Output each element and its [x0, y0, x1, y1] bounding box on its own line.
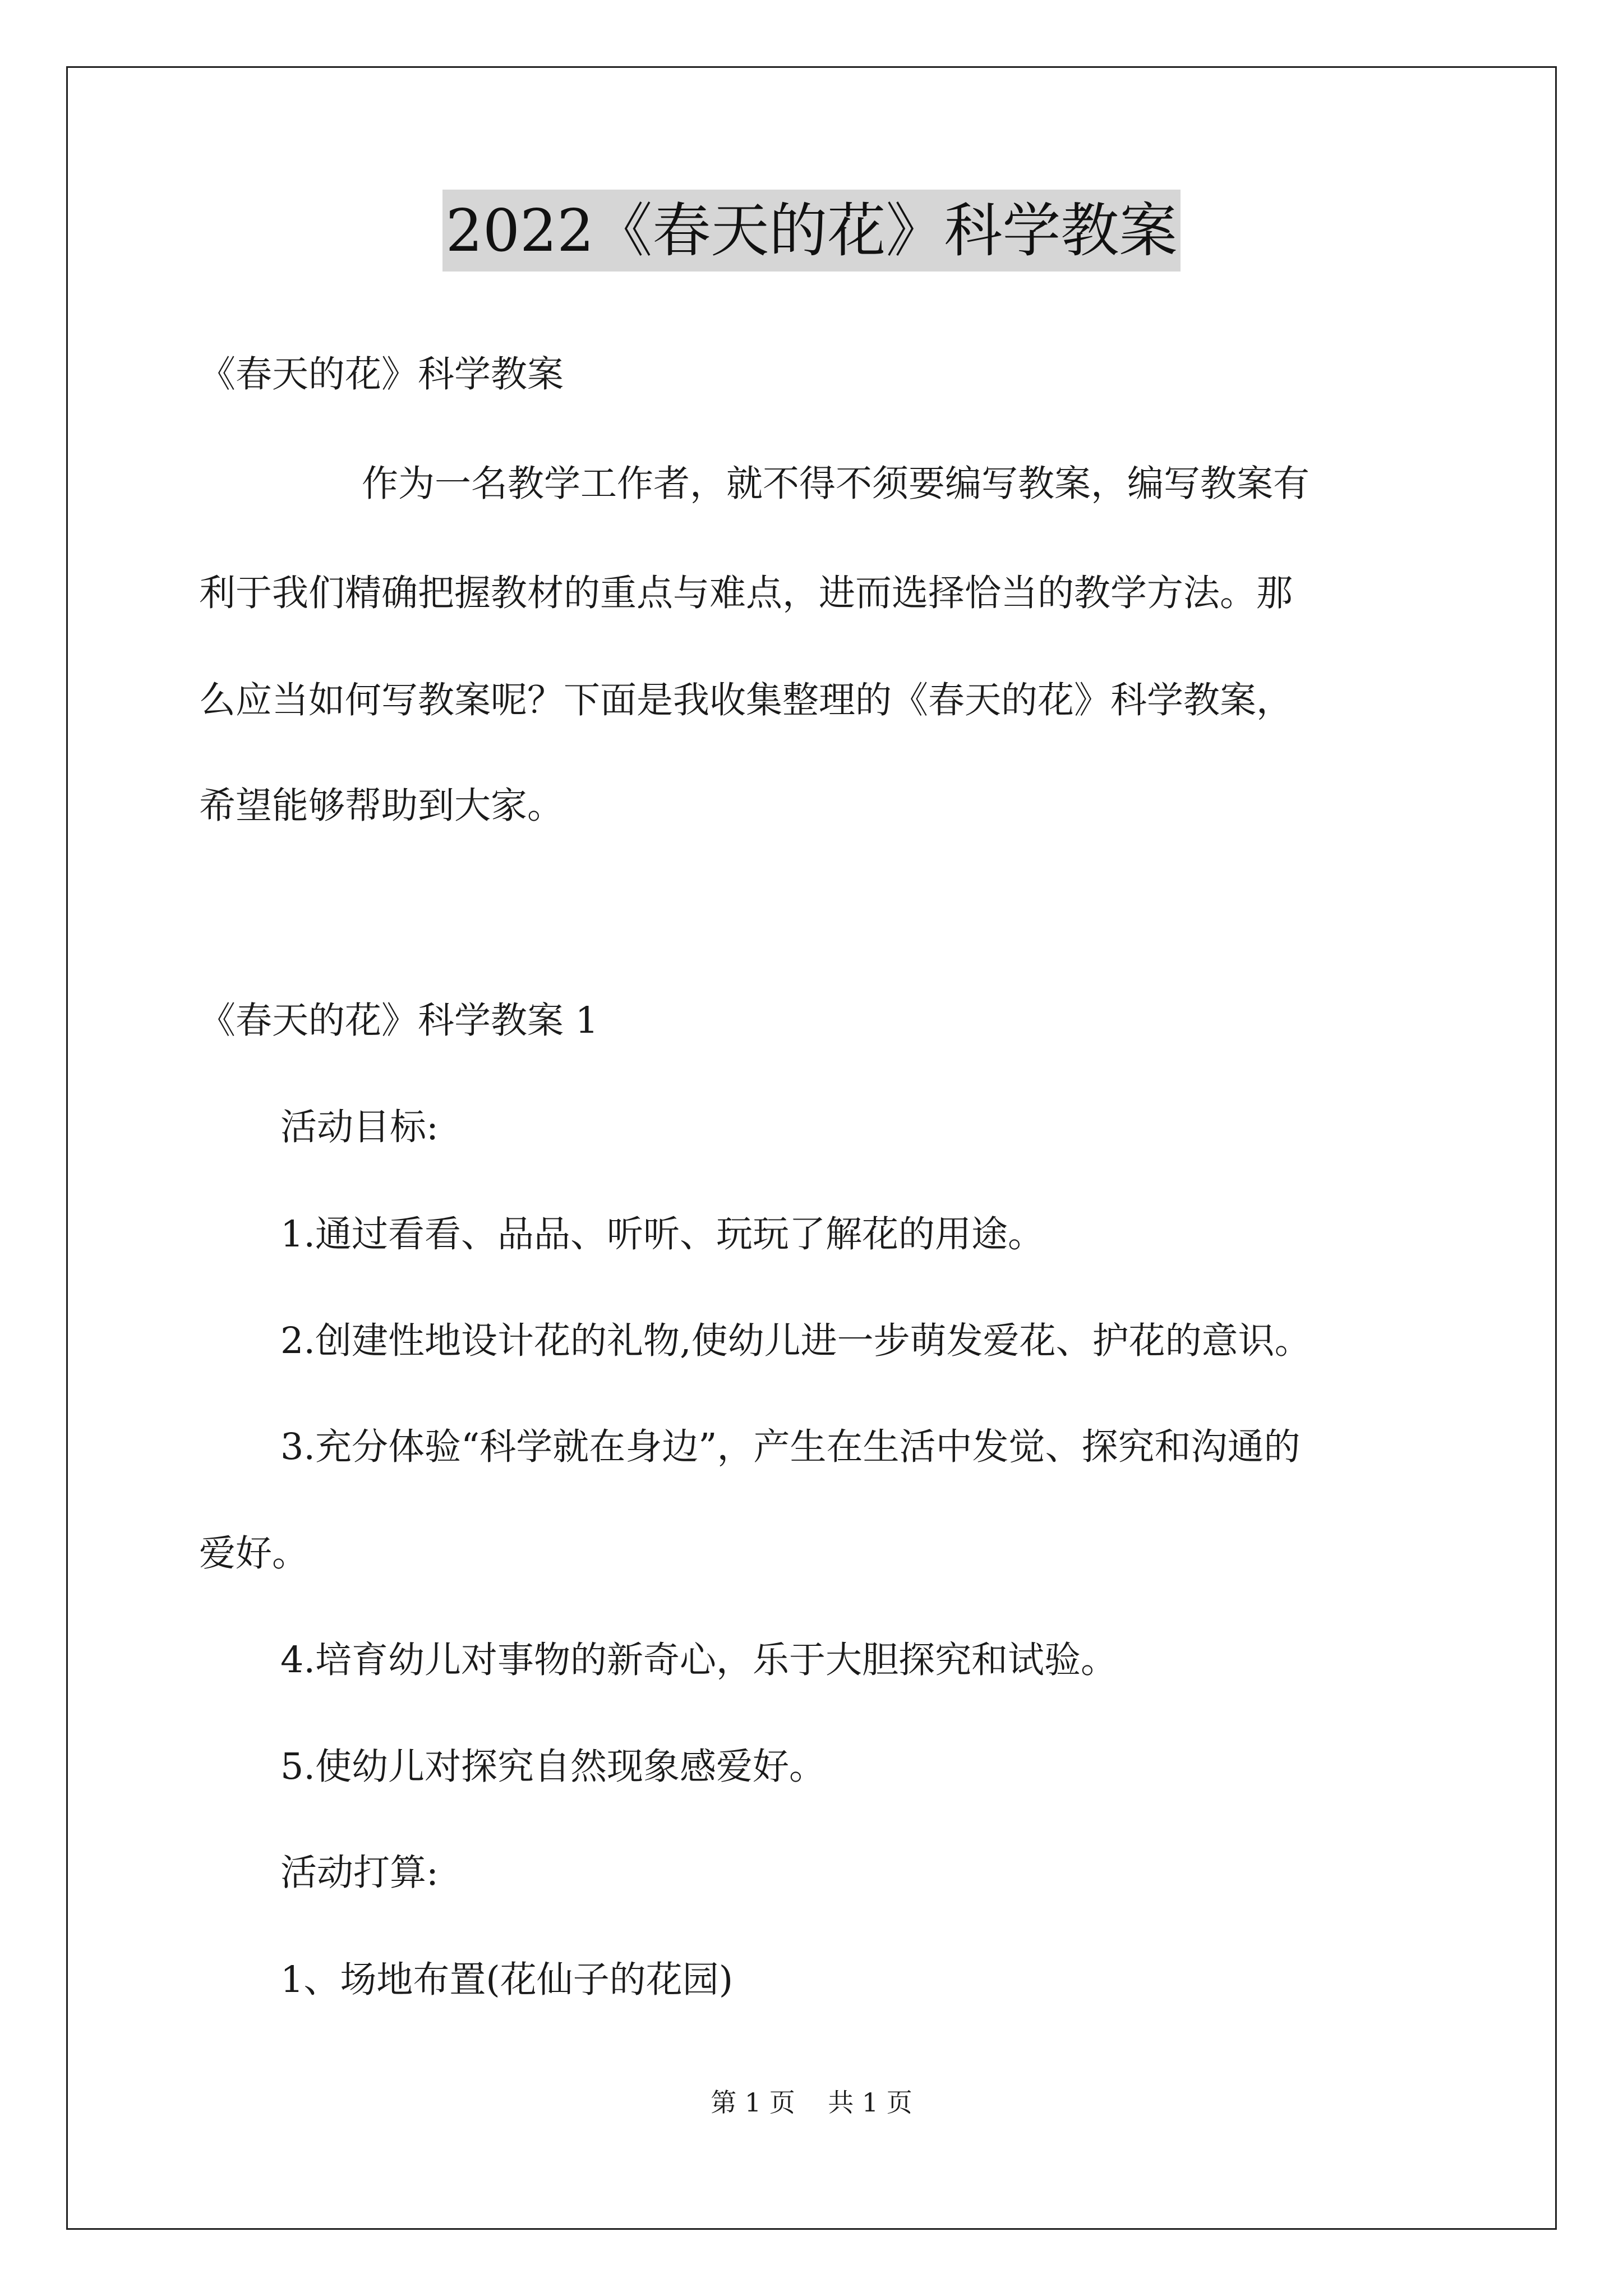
prep-item-1: 1、场地布置(花仙子的花园) — [280, 1959, 734, 2001]
document-subtitle: 《春天的花》科学教案 — [199, 353, 564, 395]
goal-item-5: 5.使幼儿对探究自然现象感爱好。 — [280, 1746, 826, 1788]
goal-item-3: 3.充分体验“科学就在身边”，产生在生活中发觉、探究和沟通的 — [280, 1426, 1301, 1468]
goal-item-1: 1.通过看看、品品、听听、玩玩了解花的用途。 — [280, 1213, 1045, 1255]
intro-line-4: 希望能够帮助到大家。 — [199, 785, 564, 827]
goals-label: 活动目标: — [280, 1106, 439, 1148]
goal-item-2: 2.创建性地设计花的礼物,使幼儿进一步萌发爱花、护花的意识。 — [280, 1320, 1311, 1362]
page-footer: 第 1 页 共 1 页 — [711, 2087, 912, 2118]
intro-line-1: 作为一名教学工作者，就不得不须要编写教案，编写教案有 — [362, 463, 1310, 505]
goal-item-3-continued: 爱好。 — [199, 1533, 309, 1575]
document-title: 2022《春天的花》科学教案 — [442, 190, 1181, 272]
intro-line-2: 利于我们精确把握教材的重点与难点，进而选择恰当的教学方法。那 — [199, 572, 1293, 614]
prep-label: 活动打算: — [280, 1852, 439, 1894]
intro-line-3: 么应当如何写教案呢？下面是我收集整理的《春天的花》科学教案， — [199, 679, 1293, 721]
section-heading: 《春天的花》科学教案 1 — [199, 1000, 599, 1042]
title-container — [0, 190, 1623, 272]
goal-item-4: 4.培育幼儿对事物的新奇心，乐于大胆探究和试验。 — [280, 1639, 1118, 1681]
